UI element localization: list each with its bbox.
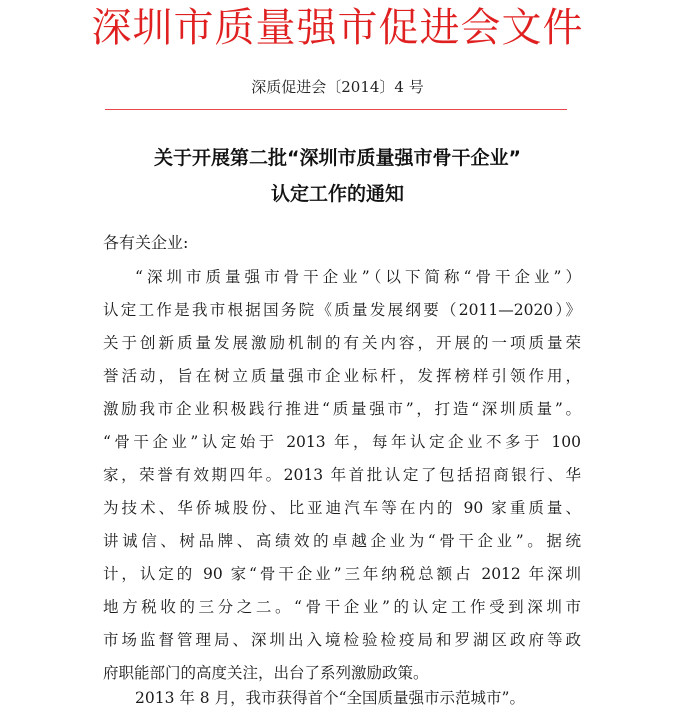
salutation: 各有关企业: — [103, 233, 189, 252]
paragraph-line: 府职能部门的高度关注，出台了系列激励政策。 — [103, 664, 429, 682]
paragraph-line: 地方税收的三分之二。“骨干企业”的认定工作受到深圳市 — [103, 598, 581, 616]
paragraph-line: 关于创新质量发展激励机制的有关内容，开展的一项质量荣 — [103, 334, 581, 352]
paragraph-line: 计，认定的 90 家“骨干企业”三年纳税总额占 2012 年深圳 — [103, 565, 581, 583]
paragraph-line: 讲诚信、树品牌、高绩效的卓越企业为“骨干企业”。据统 — [103, 532, 581, 550]
paragraph-line: 认定工作是我市根据国务院《质量发展纲要（2011—2020）》 — [103, 301, 581, 319]
red-divider — [105, 109, 567, 110]
doc-number: 深质促进会〔2014〕4 号 — [251, 78, 424, 96]
notice-title-line1: 关于开展第二批“深圳市质量强市骨干企业” — [154, 147, 521, 169]
paragraph-line: 市场监督管理局、深圳出入境检验检疫局和罗湖区政府等政 — [103, 631, 581, 649]
paragraph-line: “深圳市质量强市骨干企业”（以下简称“骨干企业”） — [135, 268, 581, 286]
paragraph-line: 誉活动，旨在树立质量强市企业标杆，发挥榜样引领作用， — [103, 367, 581, 385]
paragraph-line: 2013 年 8 月，我市获得首个“全国质量强市示范城市”。 — [135, 689, 525, 707]
paragraph-line: 激励我市企业积极践行推进“质量强市”，打造“深圳质量”。 — [103, 400, 581, 418]
org-title: 深圳市质量强市促进会文件 — [91, 5, 584, 51]
paragraph-line: 为技术、华侨城股份、比亚迪汽车等在内的 90 家重质量、 — [103, 499, 581, 517]
notice-title-line2: 认定工作的通知 — [270, 183, 404, 205]
paragraph-line: “骨干企业”认定始于 2013 年，每年认定企业不多于 100 — [103, 433, 581, 451]
paragraph-line: 家，荣誉有效期四年。2013 年首批认定了包括招商银行、华 — [103, 466, 581, 484]
